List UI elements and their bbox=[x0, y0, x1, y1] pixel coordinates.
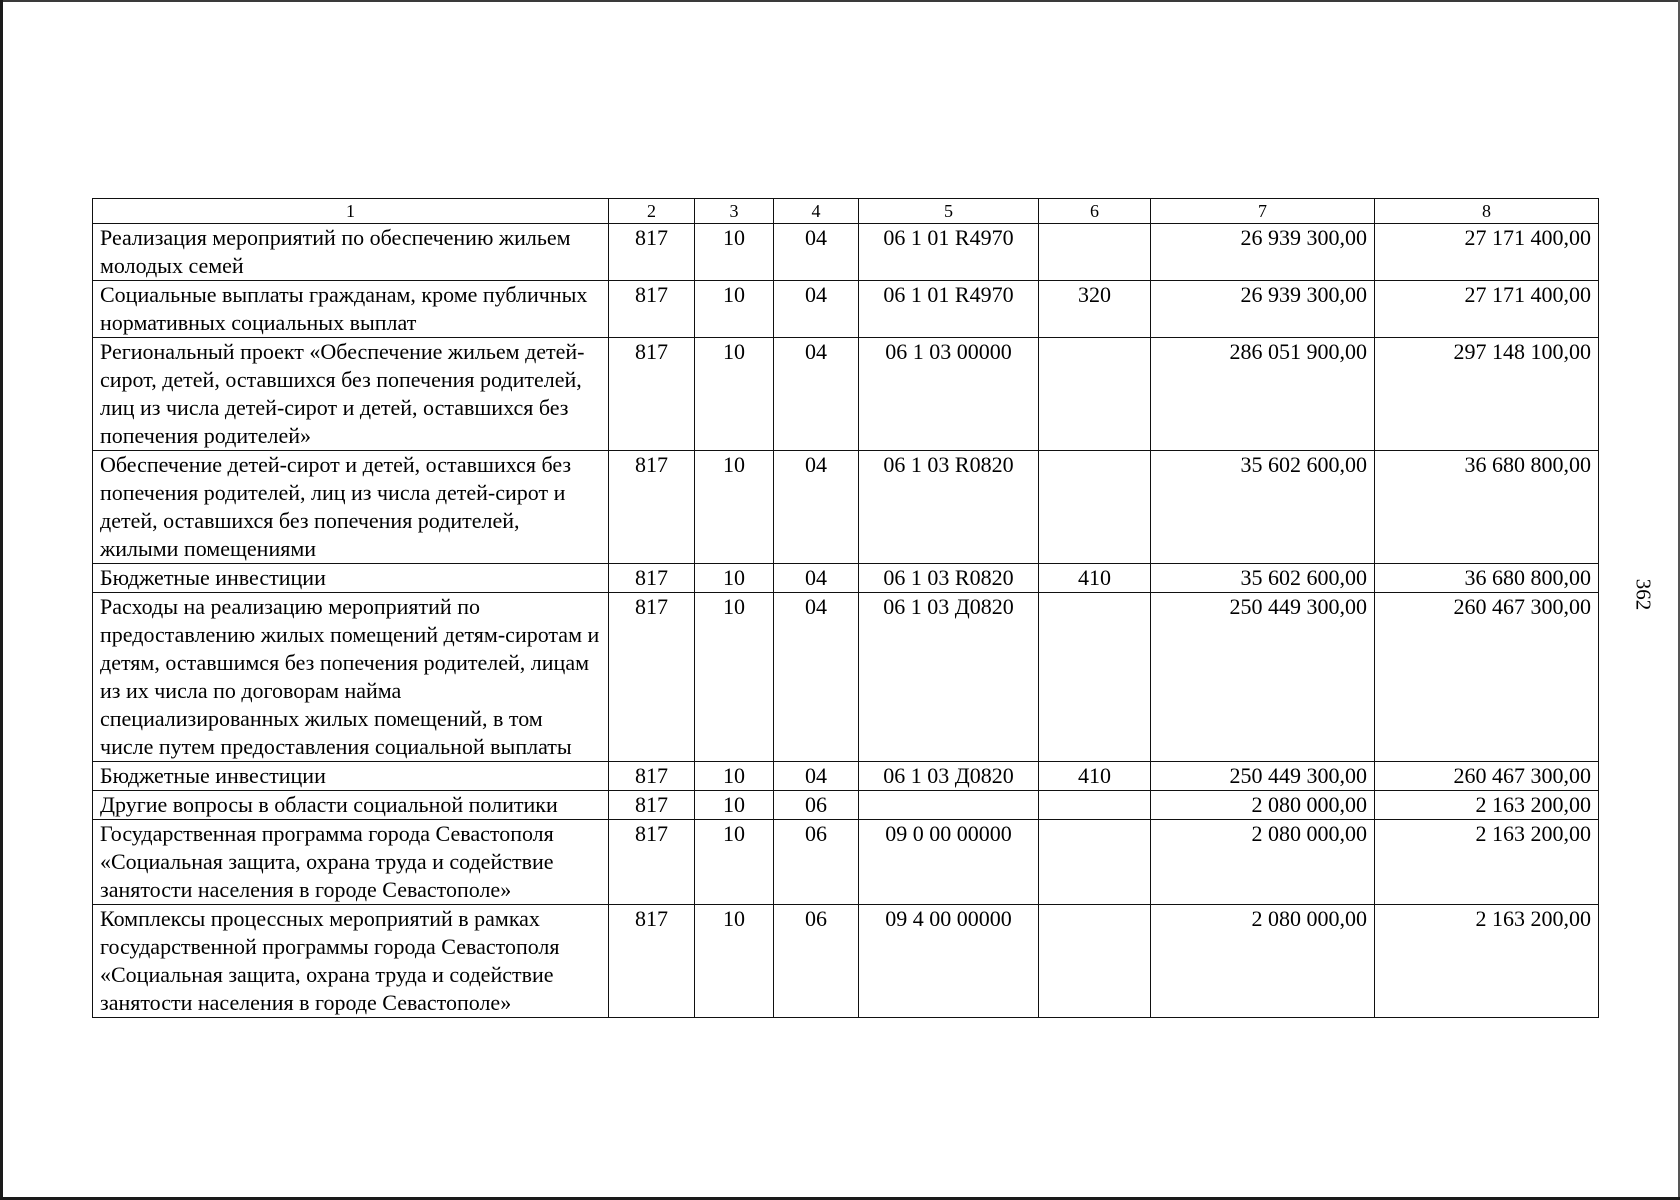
expense-type-cell bbox=[1039, 791, 1151, 820]
amount-col7-cell: 26 939 300,00 bbox=[1151, 224, 1375, 281]
table-row bbox=[93, 762, 1599, 791]
table-row bbox=[93, 224, 1599, 281]
table-row bbox=[93, 593, 1599, 762]
expense-type-cell: 320 bbox=[1039, 281, 1151, 338]
target-article-cell: 06 1 03 00000 bbox=[859, 338, 1039, 451]
ministry-code-cell: 817 bbox=[609, 451, 695, 564]
amount-col7-cell: 26 939 300,00 bbox=[1151, 281, 1375, 338]
column-header: 7 bbox=[1151, 199, 1375, 224]
expense-name-cell: Другие вопросы в области социальной политики bbox=[93, 791, 609, 820]
ministry-code-cell: 817 bbox=[609, 905, 695, 1018]
ministry-code-cell: 817 bbox=[609, 224, 695, 281]
subsection-code-cell: 04 bbox=[774, 564, 859, 593]
section-code-cell: 10 bbox=[695, 593, 774, 762]
target-article-cell: 06 1 03 R0820 bbox=[859, 564, 1039, 593]
expense-name-cell: Комплексы процессных мероприятий в рамках государственной программы города Севастополя «Социальная защита, охрана труда и содействие занятости населения в городе Севастополе» bbox=[93, 905, 609, 1018]
column-header: 1 bbox=[93, 199, 609, 224]
table-header-row bbox=[93, 199, 1599, 224]
target-article-cell: 09 4 00 00000 bbox=[859, 905, 1039, 1018]
page-number: 362 bbox=[1631, 578, 1656, 611]
section-code-cell: 10 bbox=[695, 762, 774, 791]
table-row bbox=[93, 281, 1599, 338]
column-header: 6 bbox=[1039, 199, 1151, 224]
column-header: 2 bbox=[609, 199, 695, 224]
subsection-code-cell: 04 bbox=[774, 281, 859, 338]
ministry-code-cell: 817 bbox=[609, 820, 695, 905]
expense-type-cell bbox=[1039, 224, 1151, 281]
ministry-code-cell: 817 bbox=[609, 338, 695, 451]
expense-type-cell bbox=[1039, 905, 1151, 1018]
ministry-code-cell: 817 bbox=[609, 281, 695, 338]
target-article-cell bbox=[859, 791, 1039, 820]
table-row bbox=[93, 338, 1599, 451]
section-code-cell: 10 bbox=[695, 224, 774, 281]
expense-name-cell: Бюджетные инвестиции bbox=[93, 564, 609, 593]
amount-col7-cell: 250 449 300,00 bbox=[1151, 762, 1375, 791]
ministry-code-cell: 817 bbox=[609, 593, 695, 762]
column-header: 4 bbox=[774, 199, 859, 224]
expense-name-cell: Региональный проект «Обеспечение жильем детей-сирот, детей, оставшихся без попечения родителей, лиц из числа детей-сирот и детей, оставшихся без попечения родителей» bbox=[93, 338, 609, 451]
ministry-code-cell: 817 bbox=[609, 791, 695, 820]
subsection-code-cell: 04 bbox=[774, 224, 859, 281]
amount-col7-cell: 286 051 900,00 bbox=[1151, 338, 1375, 451]
amount-col7-cell: 35 602 600,00 bbox=[1151, 451, 1375, 564]
expense-name-cell: Реализация мероприятий по обеспечению жильем молодых семей bbox=[93, 224, 609, 281]
budget-table bbox=[92, 198, 1599, 1018]
subsection-code-cell: 04 bbox=[774, 338, 859, 451]
amount-col8-cell: 36 680 800,00 bbox=[1375, 564, 1599, 593]
amount-col8-cell: 36 680 800,00 bbox=[1375, 451, 1599, 564]
target-article-cell: 06 1 01 R4970 bbox=[859, 281, 1039, 338]
amount-col7-cell: 2 080 000,00 bbox=[1151, 905, 1375, 1018]
expense-name-cell: Государственная программа города Севастополя «Социальная защита, охрана труда и содействие занятости населения в городе Севастополе» bbox=[93, 820, 609, 905]
section-code-cell: 10 bbox=[695, 820, 774, 905]
section-code-cell: 10 bbox=[695, 564, 774, 593]
table-row bbox=[93, 905, 1599, 1018]
target-article-cell: 06 1 01 R4970 bbox=[859, 224, 1039, 281]
amount-col7-cell: 2 080 000,00 bbox=[1151, 820, 1375, 905]
amount-col8-cell: 27 171 400,00 bbox=[1375, 224, 1599, 281]
scan-edge-top bbox=[0, 0, 1680, 2]
ministry-code-cell: 817 bbox=[609, 762, 695, 791]
subsection-code-cell: 04 bbox=[774, 593, 859, 762]
amount-col8-cell: 2 163 200,00 bbox=[1375, 905, 1599, 1018]
amount-col8-cell: 260 467 300,00 bbox=[1375, 762, 1599, 791]
amount-col8-cell: 297 148 100,00 bbox=[1375, 338, 1599, 451]
section-code-cell: 10 bbox=[695, 451, 774, 564]
expense-type-cell: 410 bbox=[1039, 762, 1151, 791]
amount-col8-cell: 260 467 300,00 bbox=[1375, 593, 1599, 762]
column-header: 5 bbox=[859, 199, 1039, 224]
subsection-code-cell: 06 bbox=[774, 791, 859, 820]
subsection-code-cell: 04 bbox=[774, 762, 859, 791]
expense-name-cell: Бюджетные инвестиции bbox=[93, 762, 609, 791]
table-row bbox=[93, 564, 1599, 593]
table-row bbox=[93, 791, 1599, 820]
section-code-cell: 10 bbox=[695, 905, 774, 1018]
amount-col8-cell: 2 163 200,00 bbox=[1375, 791, 1599, 820]
section-code-cell: 10 bbox=[695, 281, 774, 338]
amount-col7-cell: 250 449 300,00 bbox=[1151, 593, 1375, 762]
target-article-cell: 06 1 03 R0820 bbox=[859, 451, 1039, 564]
subsection-code-cell: 06 bbox=[774, 905, 859, 1018]
table-row bbox=[93, 820, 1599, 905]
expense-type-cell: 410 bbox=[1039, 564, 1151, 593]
expense-type-cell bbox=[1039, 593, 1151, 762]
column-header: 8 bbox=[1375, 199, 1599, 224]
expense-type-cell bbox=[1039, 451, 1151, 564]
expense-type-cell bbox=[1039, 820, 1151, 905]
expense-name-cell: Социальные выплаты гражданам, кроме публичных нормативных социальных выплат bbox=[93, 281, 609, 338]
column-header: 3 bbox=[695, 199, 774, 224]
subsection-code-cell: 06 bbox=[774, 820, 859, 905]
target-article-cell: 06 1 03 Д0820 bbox=[859, 762, 1039, 791]
expense-name-cell: Расходы на реализацию мероприятий по предоставлению жилых помещений детям-сиротам и детям, оставшимся без попечения родителей, лицам из их числа по договорам найма специализированных жилых помещений, в том числе путем предоставления социальной выплаты bbox=[93, 593, 609, 762]
subsection-code-cell: 04 bbox=[774, 451, 859, 564]
amount-col7-cell: 2 080 000,00 bbox=[1151, 791, 1375, 820]
scan-edge-left bbox=[0, 0, 3, 1200]
ministry-code-cell: 817 bbox=[609, 564, 695, 593]
amount-col8-cell: 27 171 400,00 bbox=[1375, 281, 1599, 338]
amount-col7-cell: 35 602 600,00 bbox=[1151, 564, 1375, 593]
target-article-cell: 09 0 00 00000 bbox=[859, 820, 1039, 905]
amount-col8-cell: 2 163 200,00 bbox=[1375, 820, 1599, 905]
target-article-cell: 06 1 03 Д0820 bbox=[859, 593, 1039, 762]
expense-type-cell bbox=[1039, 338, 1151, 451]
expense-name-cell: Обеспечение детей-сирот и детей, оставшихся без попечения родителей, лиц из числа детей-сирот и детей, оставшихся без попечения родителей, жилыми помещениями bbox=[93, 451, 609, 564]
section-code-cell: 10 bbox=[695, 338, 774, 451]
section-code-cell: 10 bbox=[695, 791, 774, 820]
table-row bbox=[93, 451, 1599, 564]
